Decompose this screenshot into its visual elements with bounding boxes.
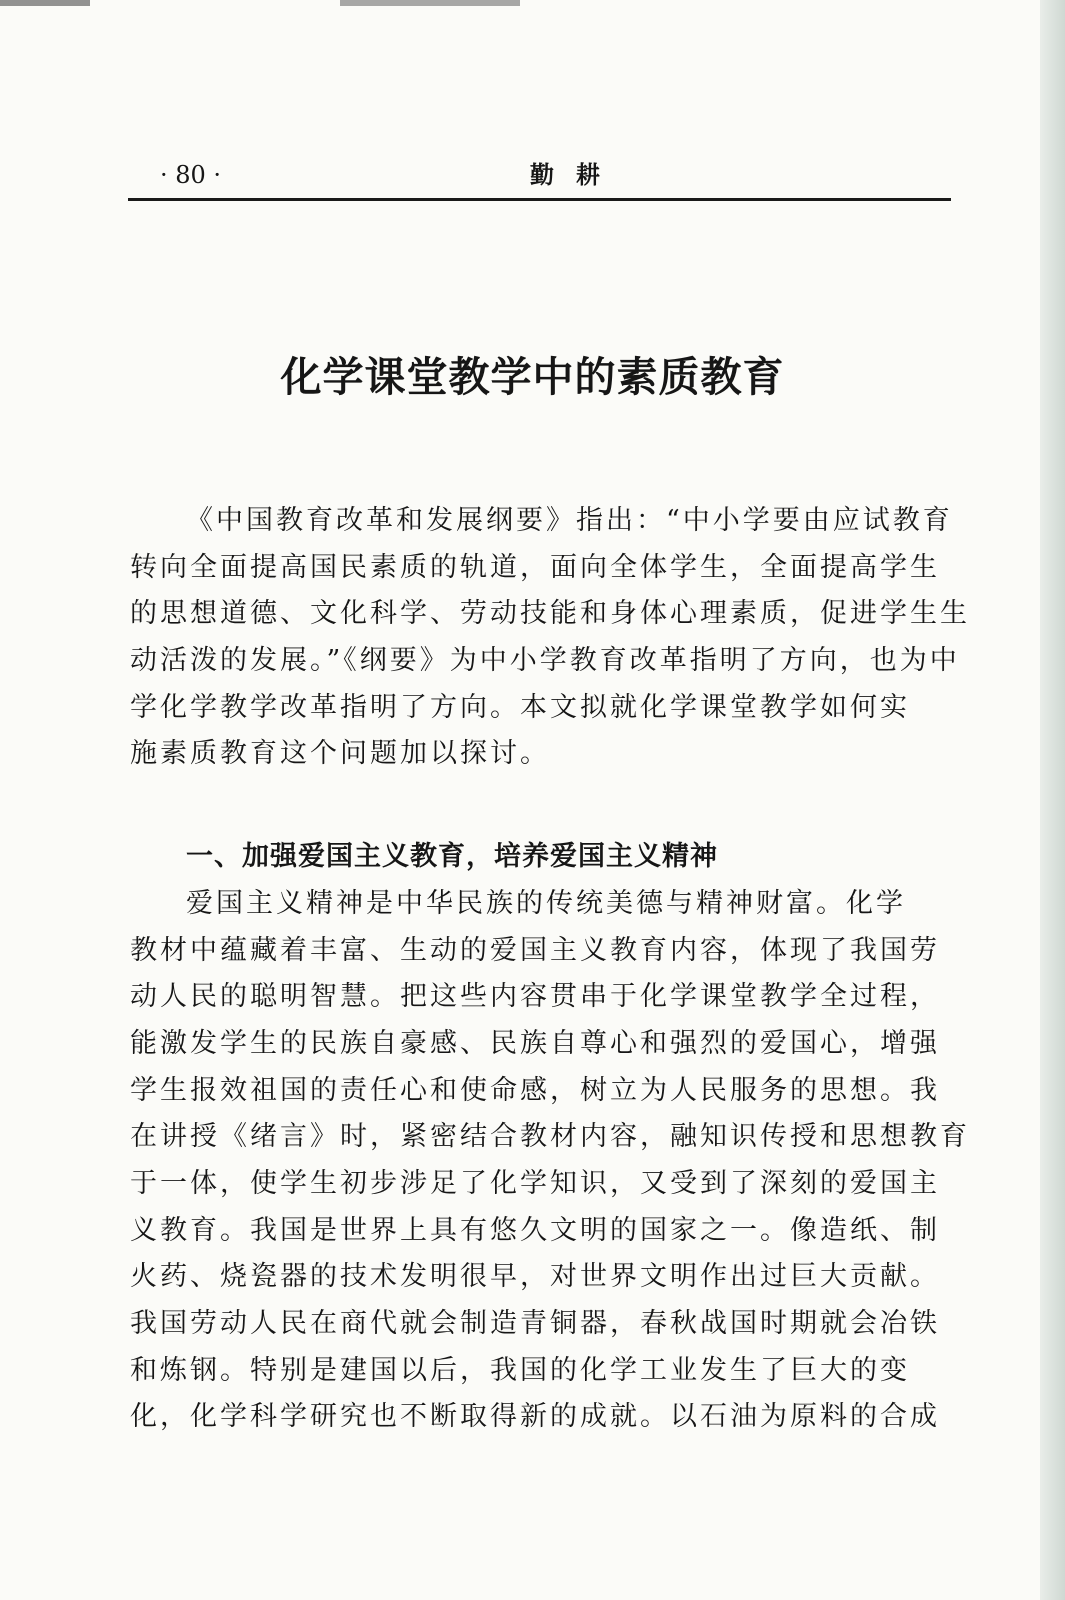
journal-name: 勤耕 [530,160,622,189]
section-line: 动人民的聪明智慧。把这些内容贯串于化学课堂教学全过程， [130,981,940,1013]
section-line: 和炼钢。特别是建国以后，我国的化学工业发生了巨大的变 [130,1354,910,1386]
intro-line: 动活泼的发展。”《纲要》为中小学教育改革指明了方向，也为中 [130,645,960,677]
section-line: 于一体，使学生初步涉足了化学知识，又受到了深刻的爱国主 [130,1167,940,1199]
section-line: 教材中蕴藏着丰富、生动的爱国主义教育内容，体现了我国劳 [130,934,940,966]
header-rule [128,198,951,201]
page-number: · 80 · [160,161,222,189]
running-head [130,160,950,190]
intro-line: 的思想道德、文化科学、劳动技能和身体心理素质，促进学生生 [130,598,970,630]
section-line: 能激发学生的民族自豪感、民族自尊心和强烈的爱国心，增强 [130,1027,940,1059]
intro-line: 施素质教育这个问题加以探讨。 [130,738,550,770]
section-line: 我国劳动人民在商代就会制造青铜器，春秋战国时期就会冶铁 [130,1308,940,1339]
article-body [130,498,970,1441]
scan-top-marks [0,0,1040,6]
paragraph-gap [130,778,950,834]
section-line: 学生报效祖国的责任心和使命感，树立为人民服务的思想。我 [130,1074,940,1106]
section-line: 爱国主义精神是中华民族的传统美德与精神财富。化学 [186,887,906,919]
scan-edge-shadow [1040,0,1065,1600]
intro-line: 转向全面提高国民素质的轨道，面向全体学生，全面提高学生 [130,551,940,583]
section-heading: 一、加强爱国主义教育，培养爱国主义精神 [186,841,718,873]
section-line: 火药、烧瓷器的技术发明很早，对世界文明作出过巨大贡献。 [130,1261,940,1293]
article-title: 化学课堂教学中的素质教育 [280,353,785,401]
section-line: 在讲授《绪言》时，紧密结合教材内容，融知识传授和思想教育 [130,1121,970,1153]
intro-line: 学化学教学改革指明了方向。本文拟就化学课堂教学如何实 [130,691,910,723]
section-line: 化，化学科学研究也不断取得新的成就。以石油为原料的合成 [130,1401,940,1433]
intro-line: 《中国教育改革和发展纲要》指出：“中小学要由应试教育 [186,505,953,536]
section-line: 义教育。我国是世界上具有悠久文明的国家之一。像造纸、制 [130,1214,940,1246]
